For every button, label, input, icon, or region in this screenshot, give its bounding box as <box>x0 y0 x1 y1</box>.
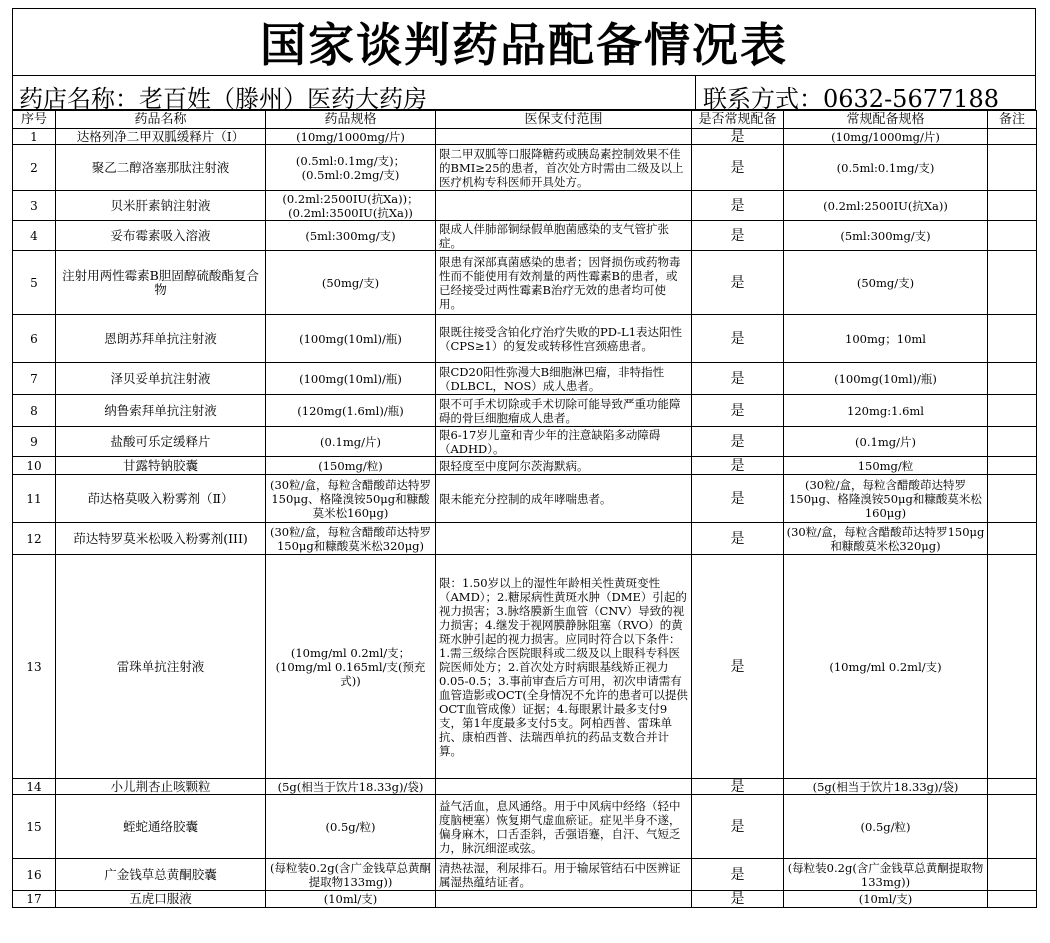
drug-table <box>12 110 1037 908</box>
header-no: 序号 <box>13 111 56 129</box>
cell-note <box>988 523 1037 555</box>
cell-routine-spec: (30粒/盒，每粒含醋酸茚达特罗150μg、格隆溴铵50μg和糠酸莫米松160μg) <box>784 475 988 523</box>
cell-routine-spec: 100mg；10ml <box>784 315 988 363</box>
table-row <box>13 315 1037 363</box>
cell-routine-spec: (30粒/盒，每粒含醋酸茚达特罗150μg和糠酸莫米松320μg) <box>784 523 988 555</box>
cell-no: 10 <box>13 457 56 475</box>
cell-routine-spec: (每粒装0.2g(含广金钱草总黄酮提取物133mg)) <box>784 859 988 891</box>
cell-scope: 限二甲双胍等口服降糖药或胰岛素控制效果不佳的BMI≥25的患者，首次处方时需由二级及以上医疗机构专科医师开具处方。 <box>436 145 692 191</box>
cell-note <box>988 427 1037 457</box>
table-row <box>13 191 1037 221</box>
cell-note <box>988 475 1037 523</box>
header-scope: 医保支付范围 <box>436 111 692 129</box>
cell-no: 1 <box>13 129 56 145</box>
cell-spec: (10ml/支) <box>266 891 436 908</box>
cell-spec: (50mg/支) <box>266 251 436 315</box>
cell-note <box>988 191 1037 221</box>
cell-spec: (5ml:300mg/支) <box>266 221 436 251</box>
table-row <box>13 395 1037 427</box>
cell-scope: 限：1.50岁以上的湿性年龄相关性黄斑变性（AMD）；2.糖尿病性黄斑水肿（DME）引起的视力损害；3.脉络膜新生血管（CNV）导致的视力损害；4.继发于视网膜静脉阻塞（RVO）的黄斑水肿引起的视力损害。应同时符合以下条件：1.需三级综合医院眼科或二级及以上眼科专科医院医师处方；2.首次处方时病眼基线矫正视力0.05-0.5；3.事前审查后方可用，初次申请需有血管造影或OCT(全身情况不允许的患者可以提供OCT血管成像）证据；4.每眼累计最多支付9支，第1年度最多支付5支。阿柏西普、雷珠单抗、康柏西普、法瑞西单抗的药品支数合并计算。 <box>436 555 692 779</box>
cell-no: 13 <box>13 555 56 779</box>
cell-name: 贝米肝素钠注射液 <box>56 191 266 221</box>
cell-name: 聚乙二醇洛塞那肽注射液 <box>56 145 266 191</box>
table-row <box>13 859 1037 891</box>
cell-name: 五虎口服液 <box>56 891 266 908</box>
cell-routine: 是 <box>692 891 784 908</box>
cell-routine: 是 <box>692 191 784 221</box>
cell-routine-spec: (50mg/支) <box>784 251 988 315</box>
cell-routine: 是 <box>692 457 784 475</box>
cell-routine: 是 <box>692 145 784 191</box>
cell-note <box>988 251 1037 315</box>
cell-spec: (120mg(1.6ml)/瓶) <box>266 395 436 427</box>
cell-routine: 是 <box>692 363 784 395</box>
cell-no: 5 <box>13 251 56 315</box>
header-routine: 是否常规配备 <box>692 111 784 129</box>
cell-no: 12 <box>13 523 56 555</box>
cell-no: 17 <box>13 891 56 908</box>
store-name: 药店名称：老百姓（滕州）医药大药房 <box>19 85 427 113</box>
cell-routine-spec: (0.1mg/片) <box>784 427 988 457</box>
cell-routine-spec: (100mg(10ml)/瓶) <box>784 363 988 395</box>
cell-spec: (100mg(10ml)/瓶) <box>266 363 436 395</box>
cell-no: 3 <box>13 191 56 221</box>
cell-note <box>988 315 1037 363</box>
cell-name: 达格列净二甲双胍缓释片（Ⅰ） <box>56 129 266 145</box>
cell-scope: 限既往接受含铂化疗治疗失败的PD-L1表达阳性（CPS≥1）的复发或转移性宫颈癌患者。 <box>436 315 692 363</box>
table-row <box>13 251 1037 315</box>
cell-routine: 是 <box>692 315 784 363</box>
cell-note <box>988 221 1037 251</box>
cell-spec: (0.2ml:2500IU(抗Xa))；(0.2ml:3500IU(抗Xa)) <box>266 191 436 221</box>
cell-scope <box>436 523 692 555</box>
cell-spec: (30粒/盒，每粒含醋酸茚达特罗150μg和糠酸莫米松320μg) <box>266 523 436 555</box>
cell-name: 泽贝妥单抗注射液 <box>56 363 266 395</box>
cell-routine-spec: 120mg:1.6ml <box>784 395 988 427</box>
cell-spec: (0.5g/粒) <box>266 795 436 859</box>
cell-scope: 限轻度至中度阿尔茨海默病。 <box>436 457 692 475</box>
cell-name: 蛭蛇通络胶囊 <box>56 795 266 859</box>
cell-routine-spec: (5ml:300mg/支) <box>784 221 988 251</box>
cell-routine-spec: (0.5g/粒) <box>784 795 988 859</box>
cell-scope: 限CD20阳性弥漫大B细胞淋巴瘤，非特指性（DLBCL，NOS）成人患者。 <box>436 363 692 395</box>
cell-no: 8 <box>13 395 56 427</box>
cell-name: 小儿荆杏止咳颗粒 <box>56 779 266 795</box>
cell-routine: 是 <box>692 251 784 315</box>
table-body <box>13 129 1037 908</box>
cell-scope: 限未能充分控制的成年哮喘患者。 <box>436 475 692 523</box>
cell-no: 2 <box>13 145 56 191</box>
table-row <box>13 795 1037 859</box>
cell-routine: 是 <box>692 221 784 251</box>
cell-note <box>988 859 1037 891</box>
table-row <box>13 891 1037 908</box>
cell-name: 盐酸可乐定缓释片 <box>56 427 266 457</box>
table-row <box>13 779 1037 795</box>
cell-routine: 是 <box>692 427 784 457</box>
cell-routine: 是 <box>692 779 784 795</box>
cell-routine: 是 <box>692 475 784 523</box>
info-divider <box>695 76 696 109</box>
cell-routine-spec: (10mg/1000mg/片) <box>784 129 988 145</box>
cell-scope: 限成人伴肺部铜绿假单胞菌感染的支气管扩张症。 <box>436 221 692 251</box>
cell-routine: 是 <box>692 523 784 555</box>
cell-name: 甘露特钠胶囊 <box>56 457 266 475</box>
cell-no: 6 <box>13 315 56 363</box>
cell-no: 14 <box>13 779 56 795</box>
contact-info: 联系方式：0632-5677188 <box>703 85 1000 113</box>
cell-note <box>988 395 1037 427</box>
header-name: 药品名称 <box>56 111 266 129</box>
table-row <box>13 475 1037 523</box>
cell-spec: (5g(相当于饮片18.33g)/袋) <box>266 779 436 795</box>
header-spec: 药品规格 <box>266 111 436 129</box>
cell-note <box>988 795 1037 859</box>
cell-spec: (10mg/1000mg/片) <box>266 129 436 145</box>
cell-routine-spec: 150mg/粒 <box>784 457 988 475</box>
table-row <box>13 523 1037 555</box>
cell-no: 11 <box>13 475 56 523</box>
cell-routine-spec: (0.5ml:0.1mg/支) <box>784 145 988 191</box>
page-title: 国家谈判药品配备情况表 <box>12 8 1036 76</box>
cell-no: 15 <box>13 795 56 859</box>
cell-routine-spec: (5g(相当于饮片18.33g)/袋) <box>784 779 988 795</box>
cell-no: 7 <box>13 363 56 395</box>
table-row <box>13 427 1037 457</box>
cell-routine: 是 <box>692 129 784 145</box>
cell-spec: (每粒装0.2g(含广金钱草总黄酮提取物133mg)) <box>266 859 436 891</box>
cell-scope <box>436 129 692 145</box>
cell-note <box>988 145 1037 191</box>
cell-spec: (100mg(10ml)/瓶) <box>266 315 436 363</box>
cell-scope: 益气活血，息风通络。用于中风病中经络（轻中度脑梗塞）恢复期气虚血瘀证。症见半身不遂，偏身麻木，口舌歪斜，舌强语蹇，自汗、气短乏力，脉沉细涩或弦。 <box>436 795 692 859</box>
cell-scope: 限不可手术切除或手术切除可能导致严重功能障碍的骨巨细胞瘤成人患者。 <box>436 395 692 427</box>
cell-routine-spec: (10ml/支) <box>784 891 988 908</box>
cell-name: 纳鲁索拜单抗注射液 <box>56 395 266 427</box>
cell-scope <box>436 891 692 908</box>
cell-routine: 是 <box>692 395 784 427</box>
cell-routine: 是 <box>692 555 784 779</box>
cell-routine-spec: (10mg/ml 0.2ml/支) <box>784 555 988 779</box>
cell-routine-spec: (0.2ml:2500IU(抗Xa)) <box>784 191 988 221</box>
cell-note <box>988 891 1037 908</box>
cell-note <box>988 129 1037 145</box>
cell-no: 4 <box>13 221 56 251</box>
cell-note <box>988 555 1037 779</box>
table-row <box>13 457 1037 475</box>
cell-spec: (150mg/粒) <box>266 457 436 475</box>
cell-no: 9 <box>13 427 56 457</box>
cell-name: 恩朗苏拜单抗注射液 <box>56 315 266 363</box>
table-row <box>13 145 1037 191</box>
cell-no: 16 <box>13 859 56 891</box>
drug-table-sheet <box>12 8 1036 908</box>
cell-name: 茚达特罗莫米松吸入粉雾剂(III) <box>56 523 266 555</box>
header-routine-spec: 常规配备规格 <box>784 111 988 129</box>
table-row <box>13 129 1037 145</box>
cell-note <box>988 457 1037 475</box>
cell-name: 茚达格莫吸入粉雾剂（Ⅱ） <box>56 475 266 523</box>
cell-spec: (0.5ml:0.1mg/支)；(0.5ml:0.2mg/支) <box>266 145 436 191</box>
cell-name: 雷珠单抗注射液 <box>56 555 266 779</box>
cell-routine: 是 <box>692 795 784 859</box>
table-row <box>13 363 1037 395</box>
table-row <box>13 221 1037 251</box>
cell-scope <box>436 191 692 221</box>
cell-name: 注射用两性霉素B胆固醇硫酸酯复合物 <box>56 251 266 315</box>
cell-scope: 限6-17岁儿童和青少年的注意缺陷多动障碍（ADHD）。 <box>436 427 692 457</box>
cell-scope: 限患有深部真菌感染的患者；因肾损伤或药物毒性而不能使用有效剂量的两性霉素B的患者，或已经接受过两性霉素B治疗无效的患者均可使用。 <box>436 251 692 315</box>
cell-note <box>988 363 1037 395</box>
info-row <box>12 76 1036 113</box>
cell-scope: 清热祛湿，利尿排石。用于输尿管结石中医辨证属湿热蕴结证者。 <box>436 859 692 891</box>
cell-name: 广金钱草总黄酮胶囊 <box>56 859 266 891</box>
cell-name: 妥布霉素吸入溶液 <box>56 221 266 251</box>
cell-spec: (30粒/盒，每粒含醋酸茚达特罗150μg、格隆溴铵50μg和糠酸莫米松160μg) <box>266 475 436 523</box>
cell-routine: 是 <box>692 859 784 891</box>
cell-spec: (0.1mg/片) <box>266 427 436 457</box>
header-note: 备注 <box>988 111 1037 129</box>
cell-scope <box>436 779 692 795</box>
cell-spec: (10mg/ml 0.2ml/支；(10mg/ml 0.165ml/支(预充式)) <box>266 555 436 779</box>
table-row <box>13 555 1037 779</box>
cell-note <box>988 779 1037 795</box>
